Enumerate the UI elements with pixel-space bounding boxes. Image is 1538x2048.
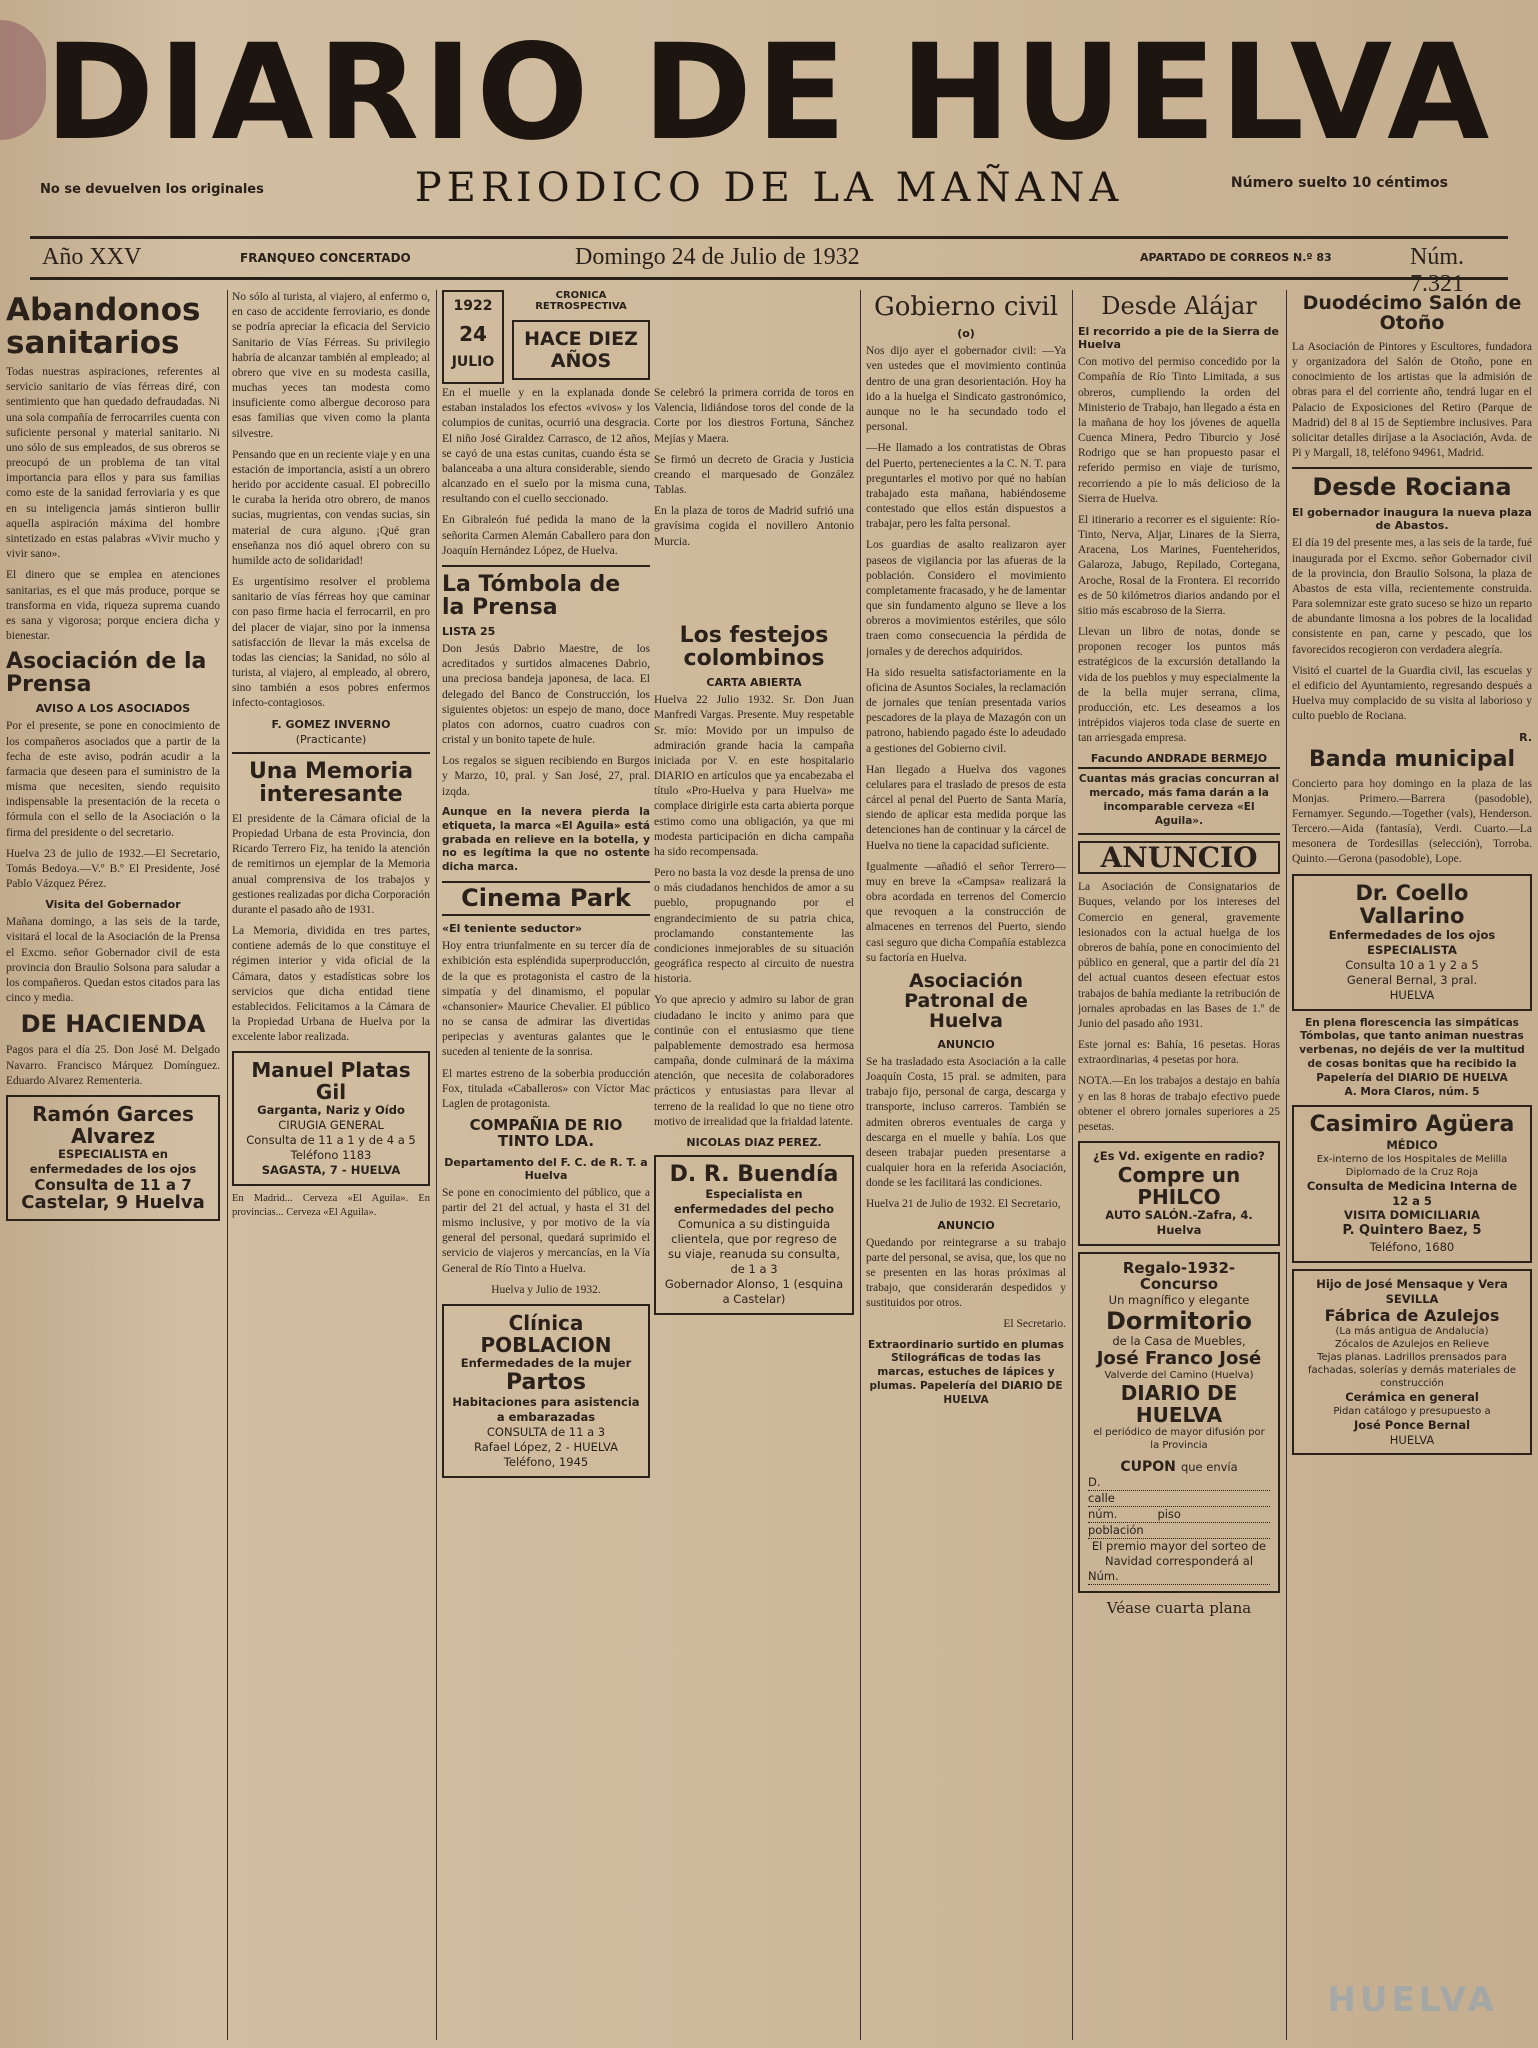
footer-note: Véase cuarta plana [1106,1598,1252,1617]
subhead: El gobernador inaugura la nueva plaza de Abastos. [1292,506,1532,533]
article-paragraph: Pagos para el día 25. Don José M. Delgado Navarro. Francisco Márquez Domínguez. Eduardo Alvarez Rementeria. [6,1044,220,1087]
coupon-note: El premio mayor del sorteo de Navidad corresponderá al [1091,1538,1267,1568]
archive-watermark: HUELVA [1327,1980,1498,2020]
column-2 [232,290,430,2048]
column-5 [866,290,1066,2048]
beer-note: Aunque en la nevera pierda la etiqueta, la marca «El Aguila» está grabada en relieve en la botella, y no es legítima la que no ostente dicha marca. [442,805,650,874]
cronica-header [442,290,650,386]
headline-abandonos: Abandonos sanitarios [6,292,201,361]
subhead: Visita del Gobernador [45,898,181,912]
article-paragraph: Es urgentísimo resolver el problema sanitario de vías férreas hoy que caminar con paso firme hacia el ferrocarril, en pro del placer de viajar, sino por la inmensa satisfacción de llevar la más excelsa de todas las ciencias; la Sanidad, no sólo al turista, al viajero, al empleado, al obrero, sino también a esos pobres enfermos infecto-contagiosos. [232,576,430,710]
franqueo-label: FRANQUEO CONCERTADO [240,251,411,265]
ad-line: CIRUGIA GENERAL [278,1118,384,1133]
ad-name: Clínica POBLACION [480,1310,612,1357]
article-paragraph: Por el presente, se pone en conocimiento de los compañeros asociados que a partir de la fecha de este aviso, podrán acudir a la farmacia que deseen para el suministro de la misma que necesiten, siendo requisito indispensable la presentación de la receta o fórmula con el sello de la Asociación o la firma del presidente o del secretario. [6,720,220,839]
headline-gobierno-civil: Gobierno civil [873,292,1059,322]
masthead-note-right: Número suelto 10 céntimos [1230,175,1448,191]
ad-line: Especialista en enfermedades del pecho [673,1187,835,1217]
headline-hacienda: DE HACIENDA [20,1010,206,1039]
column-rule [1072,290,1073,2040]
subhead: AVISO A LOS ASOCIADOS [35,702,191,716]
ad-name: Dormitorio [1106,1306,1252,1335]
article-paragraph: Huelva 22 Julio 1932. Sr. Don Juan Manfredi Vargas. Presente. Muy respetable Sr. mío: Movido por un impulso de admiración grande hacia la campaña iniciada por V. en este hospitalario DIARIO en artículos que ya encabezaba el título «Pro-Huelva y para Huelva» me complace dirigirle esta carta abierta porque estimo como una obligación, ya que mi modesta participación en dicha campaña ha sido recompensada. [654,694,854,858]
coupon-row [1088,1507,1270,1523]
subhead: ANUNCIO [937,1218,995,1232]
masthead [0,0,1538,232]
article-paragraph: Los guardias de asalto realizaron ayer paseos de vigilancia por las afueras de la población. Considero el movimiento completamente fracasado, y he de lamentar que sin fundamento alguno se lleve a los obreros a movimientos estériles, que sólo traen como consecuencia la pérdida de jornales y de derechos adquiridos. [866,539,1066,658]
ad-name: D. R. Buendía [669,1162,839,1187]
cronica-date-box [442,290,504,384]
ad-platas [232,1051,430,1186]
cronica-year: 1922 [453,298,493,314]
headline-asociacion-prensa: Asociación de la Prensa [6,649,207,698]
ad-line: SEVILLA [1385,1292,1439,1307]
headline-asociacion-patronal: Asociación Patronal de Huelva [904,970,1028,1032]
ad-line: Habitaciones para asistencia a embarazadas [452,1395,640,1424]
headline-rio-tinto: COMPAÑIA DE RIO TINTO LDA. [469,1116,623,1150]
article-paragraph: Don Jesús Dabrio Maestre, de los acreditados y surtidos almacenes Dabrio, una preciosa bandeja japonesa, de laca. El delegado del Banco de Construcción, los siguientes objetos: un espejo de mano, doce platos con adornos, cuatro cuadros con cristal y un bonito tapete de hule. [442,643,650,747]
ad-line: Consulta de Medicina Interna de 12 a 5 [1306,1178,1518,1208]
headline-banda: Banda municipal [1308,746,1516,772]
subhead: El recorrido a pie de la Sierra de Huelva [1078,325,1279,352]
article-paragraph: El dinero que se emplea en atenciones sanitarias, es el que más produce, porque se transforma en vida, riqueza suprema cuando es sana y vigorosa; porque enciera dicha y bienestar. [6,569,220,643]
cronica-month: JULIO [451,354,495,370]
ad-line: el periódico de mayor difusión por la Provincia [1093,1426,1265,1451]
ad-line: VISITA DOMICILIARIA [1344,1208,1480,1223]
article-paragraph: Mañana domingo, a las seis de la tarde, visitará el local de la Asociación de la Prensa el Excmo. señor Gobernador civil de esta provincia don Braulio Solsona para saludar a los compañeros. Quedan estos citados para las cinco y media. [6,916,220,1005]
ad-name: Compre un PHILCO [1117,1163,1241,1209]
column-rule [860,290,861,2040]
ad-coello [1292,874,1532,1011]
cronica-column-2 [654,290,854,610]
article-paragraph: Visitó el cuartel de la Guardia civil, las escuelas y el edificio del Ayuntamiento, regresando después a Huelva muy complacido de su visita al laborioso y culto pueblo de Rociana. [1292,664,1532,723]
ad-line: ESPECIALISTA [1367,942,1457,957]
article-paragraph: Los regalos se siguen recibiendo en Burgos y Marzo, 10, pral. y San José, 27, pral. izqda. [442,755,650,798]
subhead: Departamento del F. C. de R. T. a Huelva [444,1155,648,1182]
article-signature: Facundo ANDRADE BERMEJO [1090,752,1268,766]
subhead: ANUNCIO [937,1037,995,1051]
column-3 [442,290,650,2048]
article-signature: R. [1519,730,1532,744]
article-paragraph: —He llamado a los contratistas de Obras del Puerto, pertenecientes a la C. N. T. para preguntarles el motivo por qué no habían trabajado esta mañana, habiéndoseme contestado que ellos están dispuestos a trabajar, pero les falta personal. [866,442,1066,531]
column-4 [654,620,854,2048]
article-paragraph: Quedando por reintegrarse a su trabajo parte del personal, se avisa, que, los que no se presenten en las horas próximas al trabajo, que considerarán despedidos y sustituidos por otros. [866,1236,1066,1310]
ad-line: Un magnífico y elegante [1108,1292,1250,1307]
article-paragraph: La Memoria, dividida en tres partes, contiene además de lo que constituye el régimen interior y vida oficial de la Cámara, datos y estadísticas sobre los servicios que dicha entidad tiene establecidos. Felicitamos a la Cámara de la Propiedad Urbana de Huelva por la excelente labor realizada. [232,925,430,1044]
article-paragraph: El martes estreno de la soberbia producción Fox, titulada «Caballeros» con Víctor Mac Laglen de protagonista. [442,1067,650,1110]
article-paragraph: En el muelle y en la explanada donde estaban instalados los efectos «vivos» y los columpios de cunitas, ocurrió una desgracia. El niño José Giraldez Carrasco, de 12 años, se cayó de una estas cunitas, cuando ésta se balanceaba a una altura considerable, siendo alcanzado en el suelo por la misma cuna, resultando con el cuello seccionado. [442,387,650,506]
tombola-note: En plena florescencia las simpáticas Tómbolas, que tanto animan nuestras verbenas, no dejéis de ver la multitud de cosas bonitas que ha recibido la Papelería del DIARIO DE HUELVA [1299,1016,1525,1084]
article-signature: NICOLAS DIAZ PEREZ. [686,1136,822,1149]
coupon-field[interactable]: D. [1088,1475,1270,1491]
ad-line: Diplomado de la Cruz Roja [1345,1166,1479,1178]
headline-alajar: Desde Alájar [1101,292,1257,320]
tombola-note-address: A. Mora Claros, núm. 5 [1344,1085,1480,1098]
ad-line: DIARIO DE HUELVA [1120,1380,1238,1427]
ad-line: ¿Es Vd. exigente en radio? [1093,1149,1265,1164]
ad-line: CONSULTA de 11 a 3 [486,1424,606,1439]
ad-name: Manuel Platas Gil [251,1058,411,1105]
article-paragraph: Se pone en conocimiento del público, que a partir del 21 del actual, y hasta el 31 del mismo inclusive, y por motivo de la vía general del personal, quedará suprimido el servicio de viajeros y mercancías, en la Vía General de Río Tinto a Huelva. [442,1186,650,1275]
headline-anuncio: ANUNCIO [1078,841,1280,874]
divider [1292,467,1532,469]
coupon-title: CUPON [1120,1458,1176,1475]
column-rule [1286,290,1287,2040]
issue-number: Núm. 7.321 [1410,244,1464,297]
issue-date: Domingo 24 de Julio de 1932 [575,244,860,270]
article-paragraph: Huelva 23 de julio de 1932.—El Secretario, Tomás Bedoya.—V.º B.º El Presidente, José Pablo Vázquez Pérez. [6,847,220,891]
article-paragraph: La Asociación de Consignatarios de Buques, velando por los intereses del Comercio en general, gravemente lesionados con la actual huelga de los obreros de bahía, pone en conocimiento del público en general, que a partir del día 21 del actual cuantos deseen efectuar estos trabajos de bahía mediante la retribución de jornales aprobadas en las Bases de 1.º de Junio del pasado año 1931. [1078,881,1280,1030]
ad-line: (La más antigua de Andalucía) [1335,1325,1489,1337]
article-paragraph: Huelva 21 de Julio de 1932. El Secretario, [866,1198,1061,1211]
column-rule [436,290,437,2040]
ad-line: General Bernal, 3 pral. [1346,972,1478,987]
ad-concurso [1078,1252,1280,1593]
ad-line: Teléfono, 1945 [503,1454,589,1469]
ad-line: Enfermedades de la mujer [460,1355,632,1370]
article-paragraph: El Secretario. [1003,1318,1066,1331]
ad-line: Comunica a su distinguida clientela, que por regreso de su viaje, reanuda su consulta, de 1 a 3 [667,1217,840,1276]
article-paragraph: En la plaza de toros de Madrid sufrió una gravísima cogida el novillero Antonio Murcia. [654,505,854,548]
column-rule [227,290,228,2040]
ad-line: Pidan catálogo y presupuesto a [1333,1405,1491,1417]
column-6 [1078,290,1280,2048]
ad-line: Teléfono, 1680 [1369,1240,1455,1255]
newspaper-title: DIARIO DE HUELVA [44,16,1494,170]
ad-line: Gobernador Alonso, 1 (esquina a Castelar) [664,1276,844,1306]
subhead: «El teniente seductor» [442,922,582,936]
article-paragraph: El presidente de la Cámara oficial de la Propiedad Urbana de esta Provincia, don Ricardo Terrero Fiz, ha tenido la atención de remitirnos un ejemplar de la Memoria anual comprensiva de los trabajos y gestiones realizadas por dicha Corporación durante el pasado año de 1931. [232,812,430,916]
coupon-header [1088,1456,1270,1475]
ad-line: Cerámica en general [1345,1389,1479,1404]
ornament: (o) [957,327,975,341]
ad-line: Partos [506,1369,586,1395]
ad-line: Regalo-1932-Concurso [1122,1258,1236,1294]
ad-line: HUELVA [1389,987,1435,1002]
ad-line: de la Casa de Muebles, [1112,1334,1246,1349]
dateline-bar [30,236,1508,297]
article-paragraph: Con motivo del permiso concedido por la Compañía de Río Tinto Limitada, a sus obreros, cumpliendo la orden del Ministerio de Trabajo, han llegado a ésta en la mañana de hoy los jóvenes de aquella Cuenca Minera, Pedro Tiburcio y José Rodrigo que se han propuesto pasar el referido permiso en viaje de turismo, recorriendo a pie lo más delicioso de la Sierra de Huelva. [1078,356,1280,505]
newspaper-subtitle: PERIODICO DE LA MAÑANA [414,165,1124,211]
ad-line: Valverde del Camino (Huelva) [1104,1369,1254,1381]
masthead-note-left: No se devuelven los originales [40,182,264,197]
coupon-field[interactable]: Núm. [1088,1569,1270,1585]
ad-line: MÉDICO [1386,1137,1438,1152]
ad-name: Dr. Coello Vallarino [1355,880,1469,928]
coupon-field[interactable]: núm. [1088,1506,1118,1521]
article-paragraph: Han llegado a Huelva dos vagones celulares para el traslado de presos de esta cárcel al penal del Puerto de Santa María, siendo de aplicar esta medida porque las detenciones han de continuar y la cárcel de Huelva no tiene la capacidad suficiente. [866,763,1066,852]
cronica-kicker: CRONICA RETROSPECTIVA [535,290,627,312]
ad-mensaque [1292,1269,1532,1455]
ad-line: HUELVA [1389,1432,1435,1447]
article-paragraph: El itinerario a recorrer es el siguiente: Río-Tinto, Nerva, Aljar, Linares de la Sierra, Aracena, Los Marines, Fuenteheridos, Galaroza, Jabugo, Repilado, Cortegana, Aroche, Rosal de la Frontera. El recorrido es de 50 kilómetros diarios andando por el sitio más escabroso de la Sierra. [1078,513,1280,617]
divider [442,565,650,567]
ad-line: Teléfono 1183 [290,1148,372,1163]
article-paragraph: Se ha trasladado esta Asociación a la calle Joaquín Costa, 15 pral. se admiten, para trabajo fijo, personal de carga, descarga y transporte, incluso carreros. También se admiten obreros eventuales de carga y descarga en el muelle y bahía. Los que deseen trabajar pueden presentarse a cualquier hora en la referida Asociación, donde se les facilitará las condiciones. [866,1055,1066,1190]
article-paragraph: Pensando que en un reciente viaje y en una estación de importancia, asistí a un obrero herido por accidente casual. El pobrecillo le curaba la herida otro obrero, de manos sucias, mugrientas, con vendas sucias, sin material de cura alguno. ¡Qué gran enseñanza nos dió aquel obrero con su humilde acto de solidaridad! [232,448,430,567]
ad-name: Hijo de José Mensaque y Vera [1316,1277,1508,1292]
article-paragraph: Concierto para hoy domingo en la plaza de las Monjas. Primero.—Barrera (pasodoble), Fernamyer. Segundo.—Together (vals), Henderson. Tercero.—Aida (fantasía), Verdi. Cuarto.—La mesonera de Tordesillas (selección), Torroba. Quinto.—Gerona (pasodoble), Lope. [1292,777,1532,866]
apartado-label: APARTADO DE CORREOS N.º 83 [1140,251,1332,264]
ad-line: Enfermedades de los ojos [1328,927,1496,942]
ad-line: Ex-interno de los Hospitales de Melilla [1316,1153,1508,1165]
ad-line: SAGASTA, 7 - HUELVA [261,1163,401,1178]
ad-buendia [654,1155,854,1315]
article-paragraph: La Asociación de Pintores y Escultores, fundadora y organizadora del Salón de Otoño, pone en conocimiento de los artistas que la admisión de obras para el del corriente año, tendrá lugar en el Palacio de Exposiciones del Retiro (Parque de Madrid) del 8 al 15 de Septiembre inclusives. Para solicitar detalles diríjase a la Asociación, Avda. de Pi y Margall, 18, teléfono 94961, Madrid. [1292,340,1532,460]
beer-note: Cuantas más gracias concurran al mercado, más fama darán a la incomparable cerveza «El Aguila». [1078,767,1280,834]
article-paragraph: Llevan un libro de notas, donde se proponen recoger los puntos más estratégicos de la excursión detallando la vida de los pueblos y muy especialmente la de la bella mujer serrana, clima, producción, etc. Les deseamos a los intrépidos viajeros toda clase de suerte en tan arriesgada empresa. [1078,626,1280,745]
ad-line: ESPECIALISTA en enfermedades de los ojos [29,1147,197,1176]
ad-line: AUTO SALÓN.-Zafra, 4. Huelva [1105,1208,1253,1237]
ad-line: Rafael López, 2 - HUELVA [473,1439,619,1454]
headline-festejos: Los festejos colombinos [679,623,829,672]
headline-cinema: Cinema Park [442,881,650,916]
article-paragraph: Pero no basta la voz desde la prensa de uno o más ciudadanos henchidos de amor a su pueblo, propugnando por el engrandecimiento de su patria chica, proclamando constantemente las condiciones inmejorables de su situación geográfica respecto al circuito de nuestra historia. [654,867,854,986]
article-paragraph: Este jornal es: Bahía, 16 pesetas. Horas extraordinarias, 4 pesetas por hora. [1078,1039,1280,1067]
divider [232,752,430,754]
beer-note: En Madrid... Cerveza «El Aguila». En provincias... Cerveza «El Aguila». [232,1193,430,1218]
article-paragraph: Se celebró la primera corrida de toros en Valencia, lidiándose toros del conde de la Corte por los diestros Fortuna, Sánchez Mejías y Maera. [654,387,854,445]
ad-line: Fábrica de Azulejos [1324,1306,1500,1326]
spacer [654,290,854,386]
article-paragraph: Se firmó un decreto de Gracia y Justicia creando el marquesado de González Tablas. [654,453,854,497]
ad-line: Tejas planas. Ladrillos prensados para fachadas, solerías y demás materiales de construcción [1308,1351,1516,1389]
article-paragraph: Hoy entra triunfalmente en su tercer día de exhibición esta espléndida superproducción, de la que es protagonista el castro de la simpatía y del dinamismo, el popular «chansonier» Maurice Chevalier. El público no se cansa de admirar las divertidas peripecias y aventuras galantes que le suceden al teniente de la sonrisa. [442,940,650,1059]
ad-name: Casimiro Agüera [1309,1112,1515,1138]
coupon-subtitle: que envía [1180,1459,1238,1474]
coupon-field[interactable]: población [1088,1523,1270,1539]
column-1 [6,290,220,2048]
article-paragraph: NOTA.—En los trabajos a destajo en bahía y en las 8 horas de trabajo efectivo puede obtener el obrero jornales superiores a 25 pesetas. [1078,1075,1280,1133]
cronica-title: HACE DIEZ AÑOS [512,320,650,380]
ad-name: Ramón Garces Alvarez [32,1102,194,1148]
ad-clinica [442,1304,650,1478]
ad-line: José Ponce Bernal [1353,1417,1471,1432]
papeleria-note: Extraordinario surtido en plumas Stilográficas de todas las marcas, estuches de lápices y plumas. Papelería del DIARIO DE HUELVA [868,1338,1064,1406]
article-paragraph: Yo que aprecio y admiro su labor de gran ciudadano le incito y animo para que continúe con el entusiasmo que tiene palpablemente demostrado esa hermosa campaña, donde culminará de la máxima atención, que necesita de colaboradores prácticos y entusiastas para llevar al terreno de la realidad lo que no tiene otro motivo de irrealidad que la frialdad latente. [654,994,854,1128]
article-paragraph: Nos dijo ayer el gobernador civil: —Ya ven ustedes que el movimiento continúa dentro de una gran desorientación. Hoy ha ido a la huelga el Sindicato gastronómico, aunque no le ha secundado todo el personal. [866,345,1066,434]
article-paragraph: No sólo al turista, al viajero, al enfermo o, en caso de accidente ferroviario, es donde se podría apreciar la eficacia del Servicio Sanitario de Vías Férreas. Su privilegio habría de alcanzar también al empleado; al obrero que vive en su modesta casilla, muchas yeces tan modesta como insuficiente como albergue decoroso para esas familias que viven como la planta silvestre. [232,291,430,440]
subhead: CARTA ABIERTA [706,676,802,690]
coupon-field[interactable]: calle [1088,1491,1270,1507]
headline-memoria: Una Memoria interesante [248,758,414,807]
article-paragraph: El día 19 del presente mes, a las seis de la tarde, fué inaugurada por el Excmo. señor Gobernador civil de la provincia, don Braulio Solsona, la plaza de Abastos de esta villa, recientemente construida. Para solemnizar este grato suceso se hizo un reparto de abundante limosna a los pobres de la localidad consistente en pan, carne y pescado, que los favorecidos recogieron con verdadera alegría. [1292,537,1532,656]
cronica-day: 24 [459,322,487,346]
ad-aguera [1292,1105,1532,1263]
ad-line: Consulta de 11 a 1 y de 4 a 5 [246,1133,416,1148]
ad-line: José Franco José [1096,1348,1262,1370]
headline-salon-otono: Duodécimo Salón de Otoño [1302,292,1522,334]
headline-tombola: La Tómbola de la Prensa [442,571,621,620]
ad-line: Garganta, Nariz y Oído [257,1103,405,1118]
ad-line: P. Quintero Baez, 5 [1342,1223,1482,1239]
article-paragraph: Igualmente —añadió el señor Terrero— muy en breve la «Campsa» realizará la obra acordada en terrenos del Comercio que revoquen a la construcción de almacenes en terrenos del Puerto, siendo casi seguro que dicha Compañía establezca su factoría en Huelva. [866,860,1066,964]
article-paragraph: Huelva y Julio de 1932. [491,1283,601,1296]
subhead: LISTA 25 [442,625,496,639]
column-7 [1292,290,1532,2048]
ad-line: Castelar, 9 Huelva [21,1192,205,1214]
ad-line: Zócalos de Azulejos en Relieve [1334,1338,1490,1350]
ad-line: Consulta 10 a 1 y 2 a 5 [1345,957,1479,972]
article-paragraph: En Gibraleón fué pedida la mano de la señorita Carmen Alemán Caballero para don Joaquín Hernández López, de Huelva. [442,514,650,557]
article-signature: F. GOMEZ INVERNO [271,717,391,731]
coupon-field[interactable]: piso [1157,1506,1181,1521]
ad-garces [6,1095,220,1221]
article-signature-role: (Practicante) [295,732,367,746]
headline-rociana: Desde Rociana [1312,473,1512,502]
year-label: Año XXV [42,244,142,270]
ad-line: Consulta de 11 a 7 [34,1175,192,1194]
ad-philco [1078,1141,1280,1246]
article-paragraph: Todas nuestras aspiraciones, referentes al servicio sanitario de vías férreas diré, con sentimiento que han quedado defraudadas. Ni una sola compañía de ferrocarriles cuenta con suficiente personal y material sanitario. Ni uno sólo de sus empleados, de sus obreros se preocupó de un problema de tan vital importancia para ellos y para sus familias como este de la sanidad ferroviaria y es que en su inteligencia jamás sintieron bullir aquella aspiración máxima del hombre sintetizado en estas palabras «Vivir mucho y vivir sano». [6,366,220,561]
article-paragraph: Ha sido resuelta satisfactoriamente en la oficina de Asuntos Sociales, la reclamación de jornales que tenían presentada varios pescadores de la playa de Mazagón con un patrono, habiendo pagado éste lo adeudado a gestiones del Gobierno civil. [866,666,1066,755]
